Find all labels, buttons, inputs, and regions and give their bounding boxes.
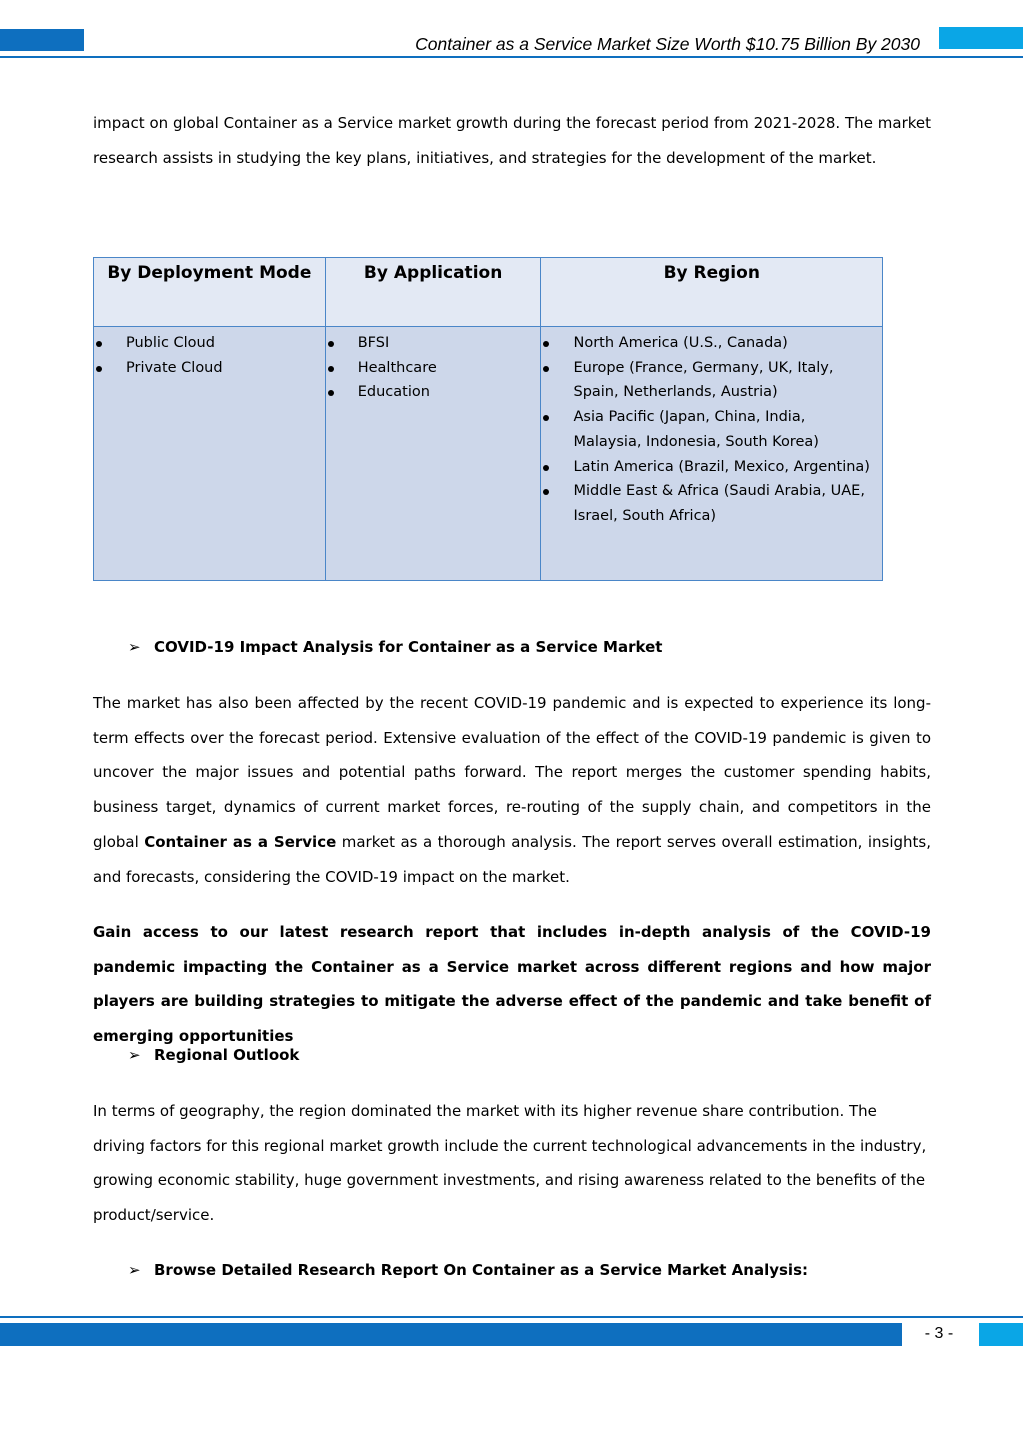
list-item: Public Cloud [94, 331, 317, 356]
covid-paragraph: The market has also been affected by the recent COVID-19 pandemic and is expected to experience its long-term effects over the forecast period. Extensive evaluation of the effect of the COVID-19 pandemic is given to uncover the major issues and potential paths forward. The report merges the customer spending habits, business target, dynamics of current market forces, re-routing of the supply chain, and competitors in the global Container as a Service market as a thorough analysis. The report serves overall estimation, insights, and forecasts, considering the COVID-19 impact on the market. [93, 694, 931, 886]
list-item: Healthcare [326, 356, 533, 381]
header-title: Container as a Service Market Size Worth $10.75 Billion By 2030 [415, 34, 920, 54]
bullet-icon [543, 489, 549, 495]
intro-paragraph: impact on global Container as a Service market growth during the forecast period from 2021-2028. The market research assists in studying the key plans, initiatives, and strategies for the development of the market. [93, 114, 931, 167]
page-number: - 3 - [924, 1325, 954, 1342]
bullet-icon [96, 341, 102, 347]
section-heading-text: Regional Outlook [154, 1046, 300, 1064]
bullet-icon [543, 341, 549, 347]
section-heading-text: COVID-19 Impact Analysis for Container as a Service Market [154, 638, 663, 656]
application-cell [325, 327, 541, 581]
bullet-icon [328, 341, 334, 347]
footer-bar [0, 1323, 902, 1346]
list-item: Latin America (Brazil, Mexico, Argentina) [541, 455, 874, 480]
list-item: Europe (France, Germany, UK, Italy, Spain, Netherlands, Austria) [541, 356, 874, 405]
footer-rule [0, 1316, 1023, 1318]
section-heading-regional [128, 1046, 299, 1064]
bullet-icon [96, 366, 102, 372]
section-heading-text: Browse Detailed Research Report On Container as a Service Market Analysis: [154, 1261, 809, 1279]
header-accent-right [939, 27, 1023, 49]
arrow-bullet-icon: ➢ [128, 638, 141, 656]
emphasis-text: Container as a Service [144, 832, 337, 851]
table-header-deployment: By Deployment Mode [94, 258, 326, 327]
regional-paragraph: In terms of geography, the region dominated the market with its higher revenue share contribution. The driving factors for this regional market growth include the current technological advancements in the industry, growing economic stability, huge government investments, and rising awareness related to the benefits of the product/service. [93, 1102, 927, 1225]
list-item: Asia Pacific (Japan, China, India, Malaysia, Indonesia, South Korea) [541, 405, 874, 454]
section-heading-browse [128, 1261, 808, 1279]
section-heading-covid [128, 638, 662, 656]
region-cell [541, 327, 883, 581]
table-header-application: By Application [325, 258, 541, 327]
arrow-bullet-icon: ➢ [128, 1046, 141, 1064]
bullet-icon [328, 366, 334, 372]
list-item: Middle East & Africa (Saudi Arabia, UAE, Israel, South Africa) [541, 479, 874, 528]
bullet-icon [543, 366, 549, 372]
segmentation-table [93, 257, 883, 581]
covid-cta-paragraph: Gain access to our latest research report that includes in-depth analysis of the COVID-19 pandemic impacting the Container as a Service market across different regions and how major players are building strategies to mitigate the adverse effect of the pandemic and take benefit of emerging opportunities [93, 923, 931, 1046]
list-item: BFSI [326, 331, 533, 356]
header-rule [0, 56, 1023, 58]
bullet-icon [328, 390, 334, 396]
arrow-bullet-icon: ➢ [128, 1261, 141, 1279]
list-item: North America (U.S., Canada) [541, 331, 874, 356]
bullet-icon [543, 415, 549, 421]
bullet-icon [543, 465, 549, 471]
table-header-region: By Region [541, 258, 883, 327]
list-item: Education [326, 380, 533, 405]
header-accent-left [0, 29, 84, 51]
footer-accent-right [979, 1323, 1023, 1346]
list-item: Private Cloud [94, 356, 317, 381]
deployment-cell [94, 327, 326, 581]
